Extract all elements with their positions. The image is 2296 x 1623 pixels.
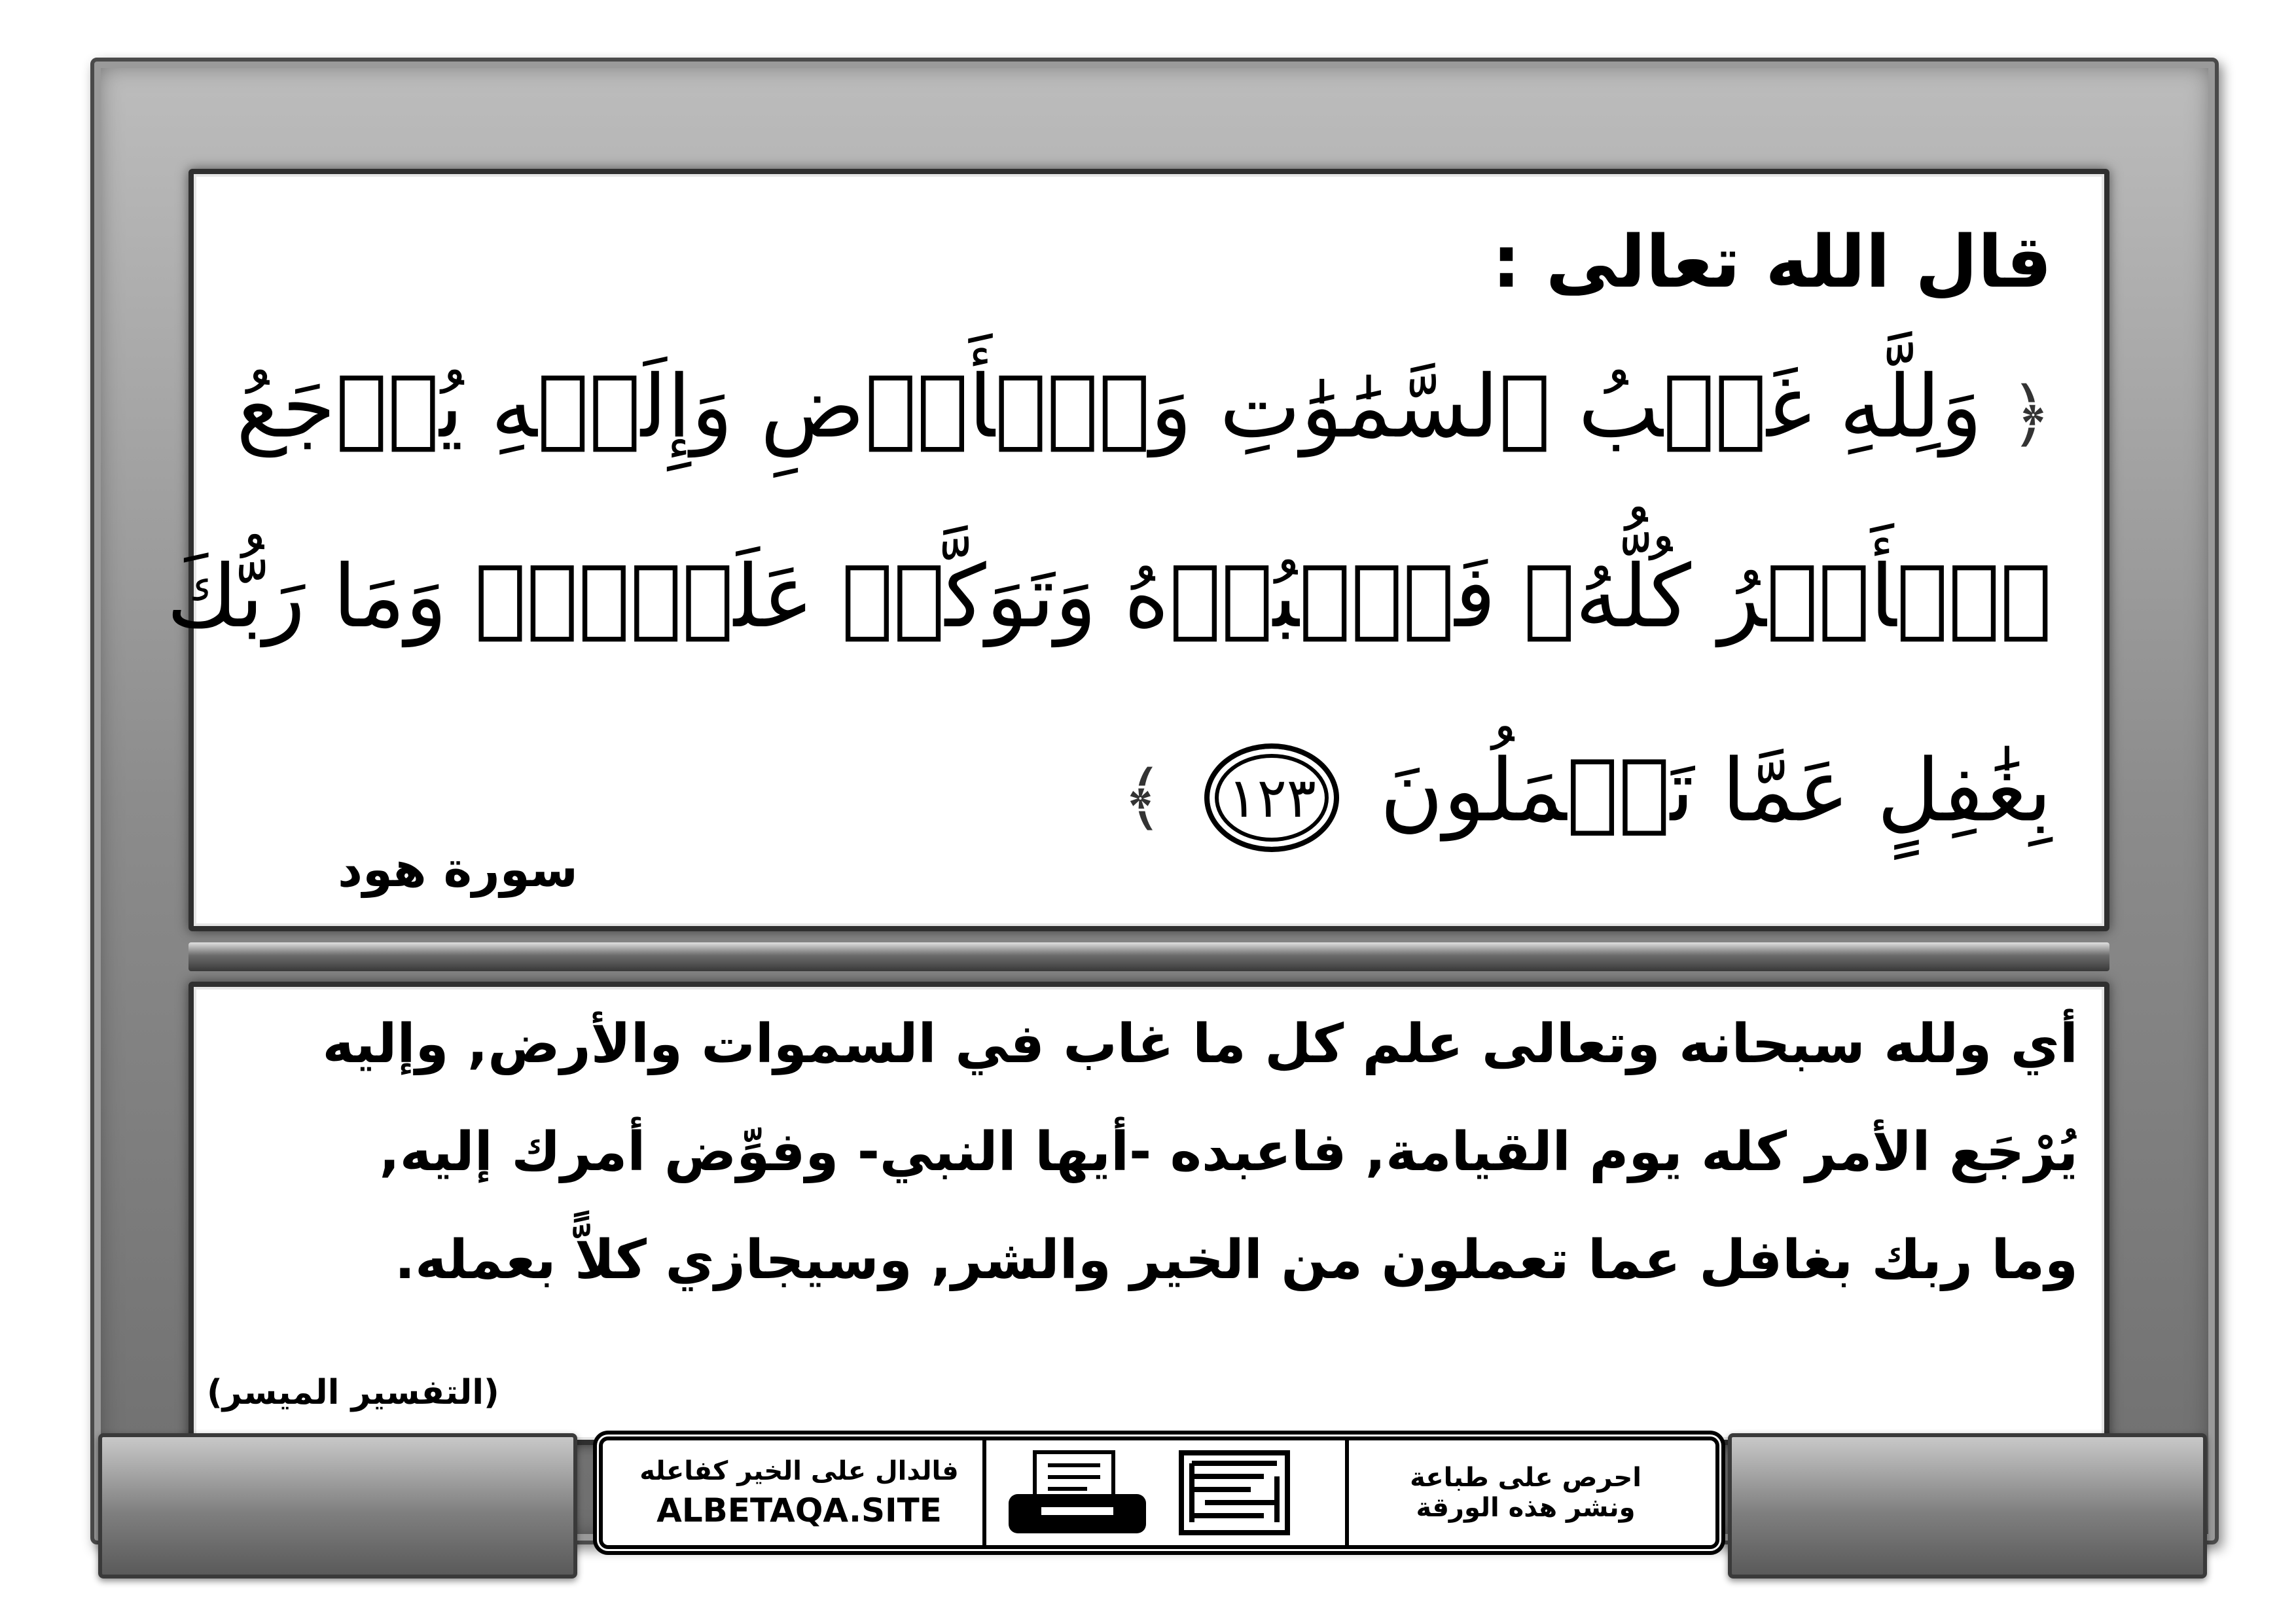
tafsir-panel xyxy=(188,982,2109,1445)
verse-text: وَلِلَّهِ غَيۡبُ ٱلسَّمَٰوَٰتِ وَٱلۡأَرۡضِ وَإِلَيۡهِ يُرۡجَعُ xyxy=(236,357,1982,457)
print-reminder xyxy=(1345,1440,1702,1545)
site-url[interactable]: ALBETAQA.SITE xyxy=(656,1491,942,1529)
verse-line xyxy=(1121,740,2052,852)
site-tagline: فالدال على الخير كفاعله xyxy=(639,1456,959,1486)
tafsir-source: (التفسير الميسر) xyxy=(207,1373,499,1412)
page-title: قال الله تعالى : xyxy=(1492,220,2052,304)
surah-name: سورة هود xyxy=(338,842,578,898)
footer-tab-left xyxy=(98,1433,577,1578)
print-reminder-line2: ونشر هذه الورقة xyxy=(1416,1493,1636,1523)
divider xyxy=(188,942,2109,971)
kufic-logo-icon xyxy=(1172,1448,1297,1537)
printer-icon xyxy=(1002,1448,1153,1537)
ayah-medallion-icon: ١٢٣ xyxy=(1204,743,1339,852)
verse-line xyxy=(236,357,2052,457)
verse-line xyxy=(166,546,2052,647)
footer-tab-right xyxy=(1728,1433,2207,1578)
footer-bar xyxy=(599,1436,1719,1549)
print-reminder-line1: احرص على طباعة xyxy=(1410,1463,1641,1493)
verse-panel xyxy=(166,169,2109,931)
tafsir-line: يُرْجَع الأمر كله يوم القيامة, فاعبده -أيها النبي- وفوِّض أمرك إليه, xyxy=(379,1121,2078,1183)
tafsir-line: أي ولله سبحانه وتعالى علم كل ما غاب في السموات والأرض, وإليه xyxy=(322,1013,2078,1075)
tafsir-line: وما ربك بغافل عما تعملون من الخير والشر, وسيجازي كلاًّ بعمله. xyxy=(395,1229,2078,1291)
ornament-bracket-icon: ﴿ xyxy=(2009,372,2052,456)
verse-text: بِغَٰفِلٍ عَمَّا تَعۡمَلُونَ xyxy=(1380,740,2052,842)
site-credit xyxy=(616,1440,986,1545)
verse-text: ٱلۡأَمۡرُ كُلُّهُۥ فَٱعۡبُدۡهُ وَتَوَكَّلۡ عَلَيۡهِۚ وَمَا رَبُّكَ xyxy=(166,546,2052,647)
ornament-bracket-icon: ﴾ xyxy=(1121,756,1164,840)
